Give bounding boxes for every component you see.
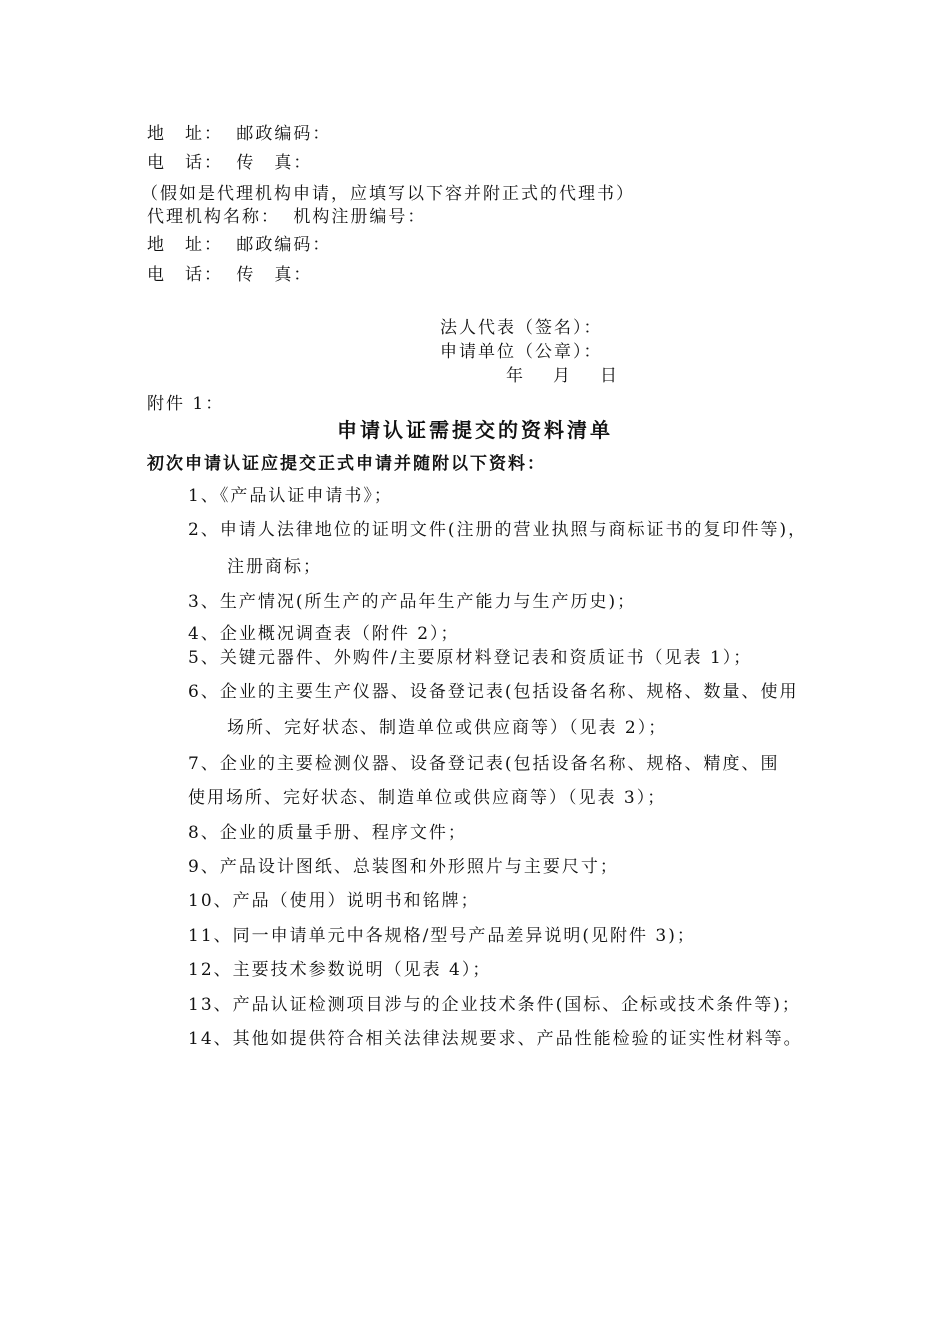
list-item: 10、产品（使用）说明书和铭牌； <box>188 891 480 911</box>
list-item: 9、产品设计图纸、总装图和外形照片与主要尺寸； <box>188 857 619 877</box>
fax-label: 传 真： <box>236 265 313 285</box>
page-title: 申请认证需提交的资料清单 <box>337 418 613 442</box>
list-item: 2、申请人法律地位的证明文件(注册的营业执照与商标证书的复印件等)， <box>188 520 808 540</box>
postcode-label: 邮政编码： <box>236 235 332 255</box>
list-item: 11、同一申请单元中各规格/型号产品差异说明(见附件 3)； <box>188 926 696 946</box>
list-item: 7、企业的主要检测仪器、设备登记表(包括设备名称、规格、精度、围 <box>188 754 780 774</box>
fax-label: 传 真： <box>236 153 313 173</box>
agent-note: （假如是代理机构申请，应填写以下容并附正式的代理书） <box>141 184 635 204</box>
list-item: 场所、完好状态、制造单位或供应商等）（见表 2）； <box>227 718 668 738</box>
legal-rep-signature: 法人代表（签名）： <box>440 318 603 338</box>
postcode-label: 邮政编码： <box>236 124 332 144</box>
list-item: 12、主要技术参数说明（见表 4）； <box>188 960 492 980</box>
agent-address-row <box>147 237 331 254</box>
address-label: 地 址： <box>147 235 223 255</box>
attachment-label: 附件 1： <box>147 394 225 414</box>
applicant-unit-seal: 申请单位（公章）： <box>440 342 603 362</box>
agent-phone-row <box>147 267 312 284</box>
applicant-address-row <box>147 126 331 143</box>
subtitle: 初次申请认证应提交正式申请并随附以下资料： <box>147 454 546 474</box>
list-item: 13、产品认证检测项目涉与的企业技术条件(国标、企标或技术条件等)； <box>188 995 801 1015</box>
list-item: 5、关键元器件、外购件/主要原材料登记表和资质证书（见表 1）； <box>188 648 753 668</box>
agent-name-row <box>147 209 426 226</box>
day-label: 日 <box>600 366 619 386</box>
phone-label: 电 话： <box>147 153 223 173</box>
list-item: 3、生产情况(所生产的产品年生产能力与生产历史)； <box>188 592 637 612</box>
list-item: 使用场所、完好状态、制造单位或供应商等）（见表 3）； <box>188 788 667 808</box>
signature-date <box>506 368 619 385</box>
year-label: 年 <box>506 366 525 386</box>
applicant-phone-row <box>147 155 312 172</box>
address-label: 地 址： <box>147 124 223 144</box>
month-label: 月 <box>553 366 572 386</box>
list-item: 6、企业的主要生产仪器、设备登记表(包括设备名称、规格、数量、使用 <box>188 682 799 702</box>
list-item: 注册商标； <box>227 557 322 577</box>
agent-name-label: 代理机构名称： <box>147 207 280 227</box>
list-item: 14、其他如提供符合相关法律法规要求、产品性能检验的证实性材料等。 <box>188 1029 803 1049</box>
list-item: 8、企业的质量手册、程序文件； <box>188 823 467 843</box>
list-item: 1、《产品认证申请书》； <box>188 486 393 506</box>
agent-reg-no-label: 机构注册编号： <box>293 207 427 227</box>
list-item: 4、企业概况调查表（附件 2）； <box>188 624 460 644</box>
phone-label: 电 话： <box>147 265 223 285</box>
